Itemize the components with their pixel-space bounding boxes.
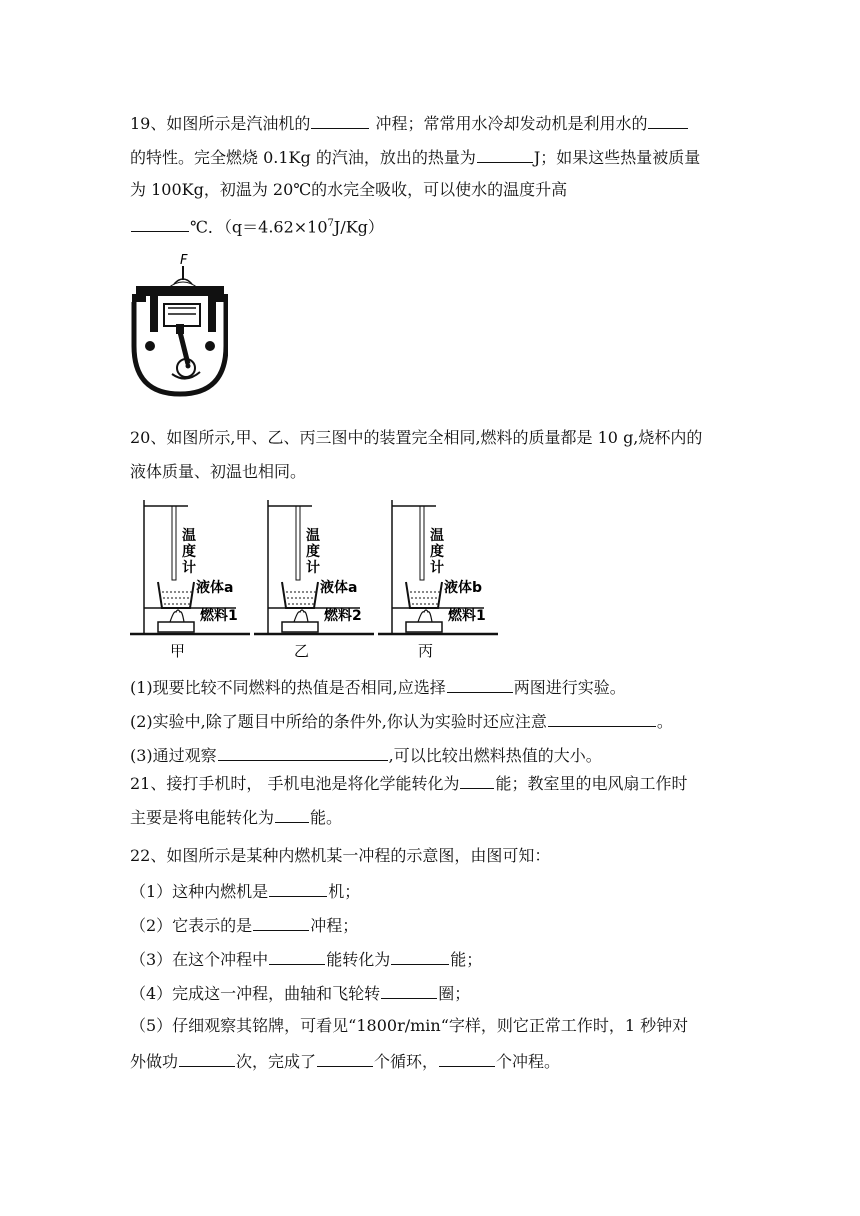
q20-text: (1)现要比较不同燃料的热值是否相同,应选择	[130, 678, 446, 697]
q19-text: 19、如图所示是汽油机的	[130, 114, 311, 133]
answer-blank[interactable]	[477, 146, 533, 163]
q22-sub-2	[130, 914, 358, 936]
apparatus-jia	[128, 500, 250, 660]
answer-blank[interactable]	[317, 1050, 373, 1067]
q22-text: 外做功	[130, 1052, 179, 1071]
thermometer-label: 度	[430, 544, 444, 560]
answer-blank[interactable]	[311, 112, 369, 129]
q21-text: 能；教室里的电风扇工作时	[495, 774, 688, 793]
answer-blank[interactable]	[447, 676, 513, 693]
q22-text: （4）完成这一冲程，曲轴和飞轮转	[130, 984, 381, 1003]
engine-diagram	[128, 250, 228, 398]
q20-sub-3	[130, 744, 602, 766]
q19-text: ℃．（q＝4.62×10	[190, 217, 328, 237]
q19-text: 的特性。完全燃烧 0.1Kg 的汽油，放出的热量为	[130, 148, 476, 167]
answer-blank[interactable]	[269, 880, 327, 897]
q20-sub-2	[130, 710, 673, 732]
q19-line-1	[130, 112, 689, 134]
thermometer-label: 计	[430, 560, 444, 576]
q22-text: 能；	[450, 950, 483, 969]
q22-text: 个冲程。	[496, 1052, 561, 1071]
q20-text: (3)通过观察	[130, 746, 217, 765]
q22-sub-6	[130, 1050, 560, 1072]
liquid-label: 液体a	[196, 580, 234, 596]
q19-line-4	[130, 214, 384, 237]
thermometer-label: 温	[306, 528, 320, 544]
q20-text: 两图进行实验。	[513, 678, 626, 697]
q22-text: 机；	[328, 882, 361, 901]
q19-text: J；如果这些热量被质量	[533, 148, 701, 167]
answer-blank[interactable]	[381, 982, 437, 999]
q22-sub-1	[130, 880, 360, 902]
q22-sub-4	[130, 982, 470, 1004]
thermometer-label: 计	[182, 560, 196, 576]
q22-text: 个循环，	[374, 1052, 439, 1071]
q20-line-1	[130, 428, 702, 448]
q20-text: 20、如图所示,甲、乙、丙三图中的装置完全相同,燃料的质量都是 10 g,烧杯内的	[130, 428, 703, 447]
q22-text: （2）它表示的是	[130, 916, 253, 935]
fuel-label: 燃料1	[448, 608, 486, 624]
q21-text: 能。	[310, 808, 343, 827]
answer-blank[interactable]	[460, 772, 494, 789]
fuel-label: 燃料1	[200, 608, 238, 624]
q22-sub-5	[130, 1016, 688, 1036]
q20-line-2	[130, 462, 306, 482]
caption-label: 丙	[418, 642, 434, 660]
thermometer-label: 温	[182, 528, 196, 544]
q20-sub-1	[130, 676, 626, 698]
q22-text: （1）这种内燃机是	[130, 882, 269, 901]
q21-text: 主要是将电能转化为	[130, 808, 275, 827]
q22-text: 22、如图所示是某种内燃机某一冲程的示意图，由图可知：	[130, 846, 551, 865]
answer-blank[interactable]	[391, 948, 449, 965]
liquid-label: 液体b	[444, 580, 483, 596]
answer-blank[interactable]	[253, 914, 309, 931]
q20-text: ,可以比较出燃料热值的大小。	[388, 746, 602, 765]
thermometer-label: 温	[430, 528, 444, 544]
answer-blank[interactable]	[548, 710, 656, 727]
q19-line-3	[130, 180, 567, 200]
fuel-label: 燃料2	[324, 608, 362, 624]
q22-text: 冲程；	[310, 916, 359, 935]
answer-blank[interactable]	[275, 806, 309, 823]
q21-text: 21、接打手机时， 手机电池是将化学能转化为	[130, 774, 460, 793]
apparatus-yi	[252, 500, 374, 660]
q20-text: (2)实验中,除了题目中所给的条件外,你认为实验时还应注意	[130, 712, 547, 731]
thermometer-label: 度	[182, 544, 196, 560]
q19-line-2	[130, 146, 700, 168]
q22-text: 圈；	[438, 984, 471, 1003]
answer-blank[interactable]	[269, 948, 325, 965]
apparatus-bing	[376, 500, 498, 660]
thermometer-label: 计	[306, 560, 320, 576]
q19-text: 冲程；常常用水冷却发动机是利用水的	[370, 114, 648, 133]
q21-line-2	[130, 806, 342, 828]
q21-line-1	[130, 772, 687, 794]
thermometer-label: 度	[306, 544, 320, 560]
q22-text: （5）仔细观察其铭牌，可看见“1800r/min“字样，则它正常工作时，1 秒钟对	[130, 1016, 689, 1035]
q22-text: 能转化为	[326, 950, 391, 969]
answer-blank[interactable]	[218, 744, 388, 761]
q22-intro	[130, 846, 550, 866]
answer-blank[interactable]	[439, 1050, 495, 1067]
caption-label: 甲	[170, 642, 186, 660]
q22-text: （3）在这个冲程中	[130, 950, 269, 969]
q19-text: 为 100Kg，初温为 20℃的水完全吸收，可以使水的温度升高	[130, 180, 568, 199]
q22-sub-3	[130, 948, 482, 970]
q22-text: 次，完成了	[236, 1052, 317, 1071]
answer-blank[interactable]	[131, 215, 189, 232]
q20-text: 液体质量、初温也相同。	[130, 462, 307, 481]
q19-text: J/Kg）	[333, 217, 384, 237]
answer-blank[interactable]	[179, 1050, 235, 1067]
answer-blank[interactable]	[648, 112, 688, 129]
exponent: 7	[327, 218, 334, 229]
q20-text: 。	[656, 712, 673, 731]
force-label: F	[180, 253, 188, 268]
liquid-label: 液体a	[320, 580, 358, 596]
caption-label: 乙	[294, 642, 310, 660]
